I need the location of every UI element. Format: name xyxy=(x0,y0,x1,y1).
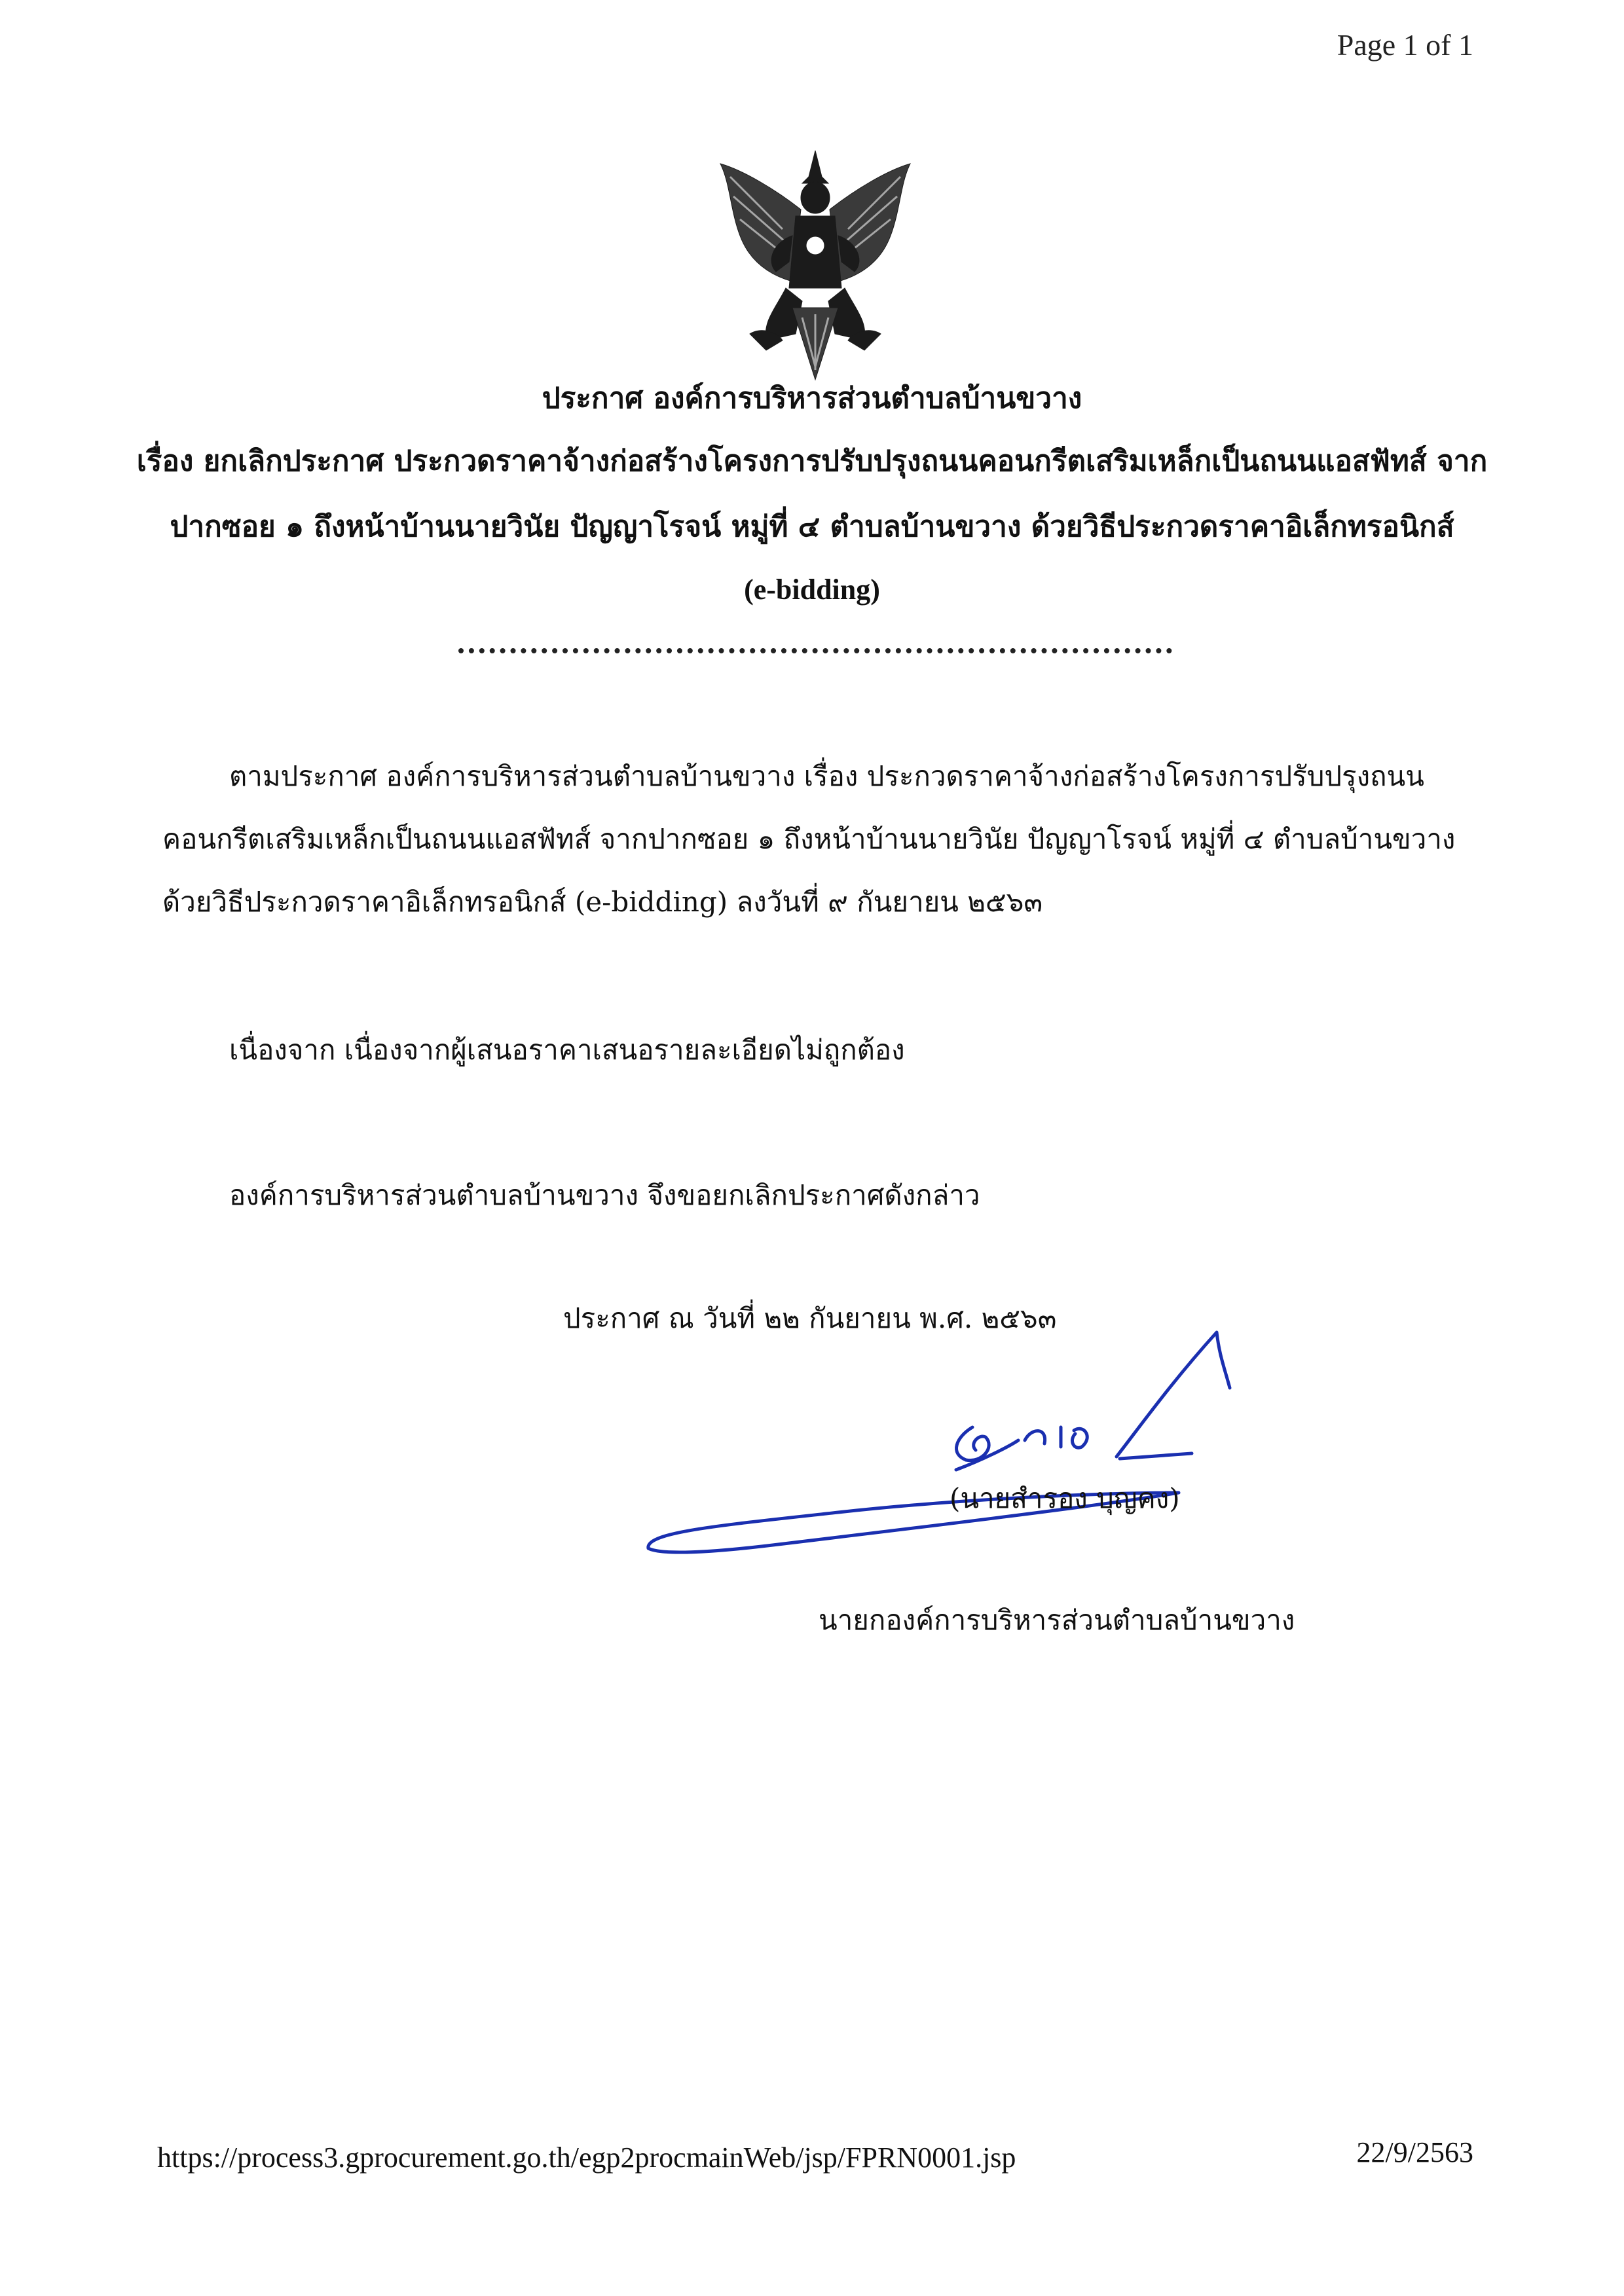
announcement-heading: ประกาศ องค์การบริหารส่วนตำบลบ้านขวาง xyxy=(542,382,1082,415)
print-date: 22/9/2563 xyxy=(1356,2136,1473,2168)
signer-position: นายกองค์การบริหารส่วนตำบลบ้านขวาง xyxy=(819,1604,1295,1636)
paragraph-1-line-1: ตามประกาศ องค์การบริหารส่วนตำบลบ้านขวาง เรื่อง ประกวดราคาจ้างก่อสร้างโครงการปรับปรุงถนน xyxy=(229,760,1424,792)
handwritten-signature-icon xyxy=(642,1329,1244,1578)
paragraph-1-line-2: คอนกรีตเสริมเหล็กเป็นถนนแอสฟัทส์ จากปากซอย ๑ ถึงหน้าบ้านนายวินัย ปัญญาโรจน์ หมู่ที่ ๔ ตำบลบ้านขวาง xyxy=(162,823,1456,855)
signer-name: (นายสำรอง บุญคง) xyxy=(950,1482,1180,1514)
subject-line-1: เรื่อง ยกเลิกประกาศ ประกวดราคาจ้างก่อสร้างโครงการปรับปรุงถนนคอนกรีตเสริมเหล็กเป็นถนนแอสฟัทส์ จาก xyxy=(136,445,1488,478)
subject-line-3: (e-bidding) xyxy=(744,574,880,606)
paragraph-1-line-3: ด้วยวิธีประกวดราคาอิเล็กทรอนิกส์ (e-bidding) ลงวันที่ ๙ กันยายน ๒๕๖๓ xyxy=(162,886,1043,918)
announcement-date: ประกาศ ณ วันที่ ๒๒ กันยายน พ.ศ. ๒๕๖๓ xyxy=(563,1302,1057,1334)
page-number: Page 1 of 1 xyxy=(1337,28,1473,62)
garuda-emblem-icon xyxy=(704,137,927,386)
reason-paragraph: เนื่องจาก เนื่องจากผู้เสนอราคาเสนอรายละเอียดไม่ถูกต้อง xyxy=(229,1034,905,1066)
dotted-divider xyxy=(458,648,1172,653)
cancellation-paragraph: องค์การบริหารส่วนตำบลบ้านขวาง จึงขอยกเลิกประกาศดังกล่าว xyxy=(229,1179,980,1211)
subject-line-2: ปากซอย ๑ ถึงหน้าบ้านนายวินัย ปัญญาโรจน์ หมู่ที่ ๔ ตำบลบ้านขวาง ด้วยวิธีประกวดราคาอิเล็กทรอนิกส์ xyxy=(170,510,1454,543)
source-url: https://process3.gprocurement.go.th/egp2procmainWeb/jsp/FPRN0001.jsp xyxy=(157,2141,1016,2174)
